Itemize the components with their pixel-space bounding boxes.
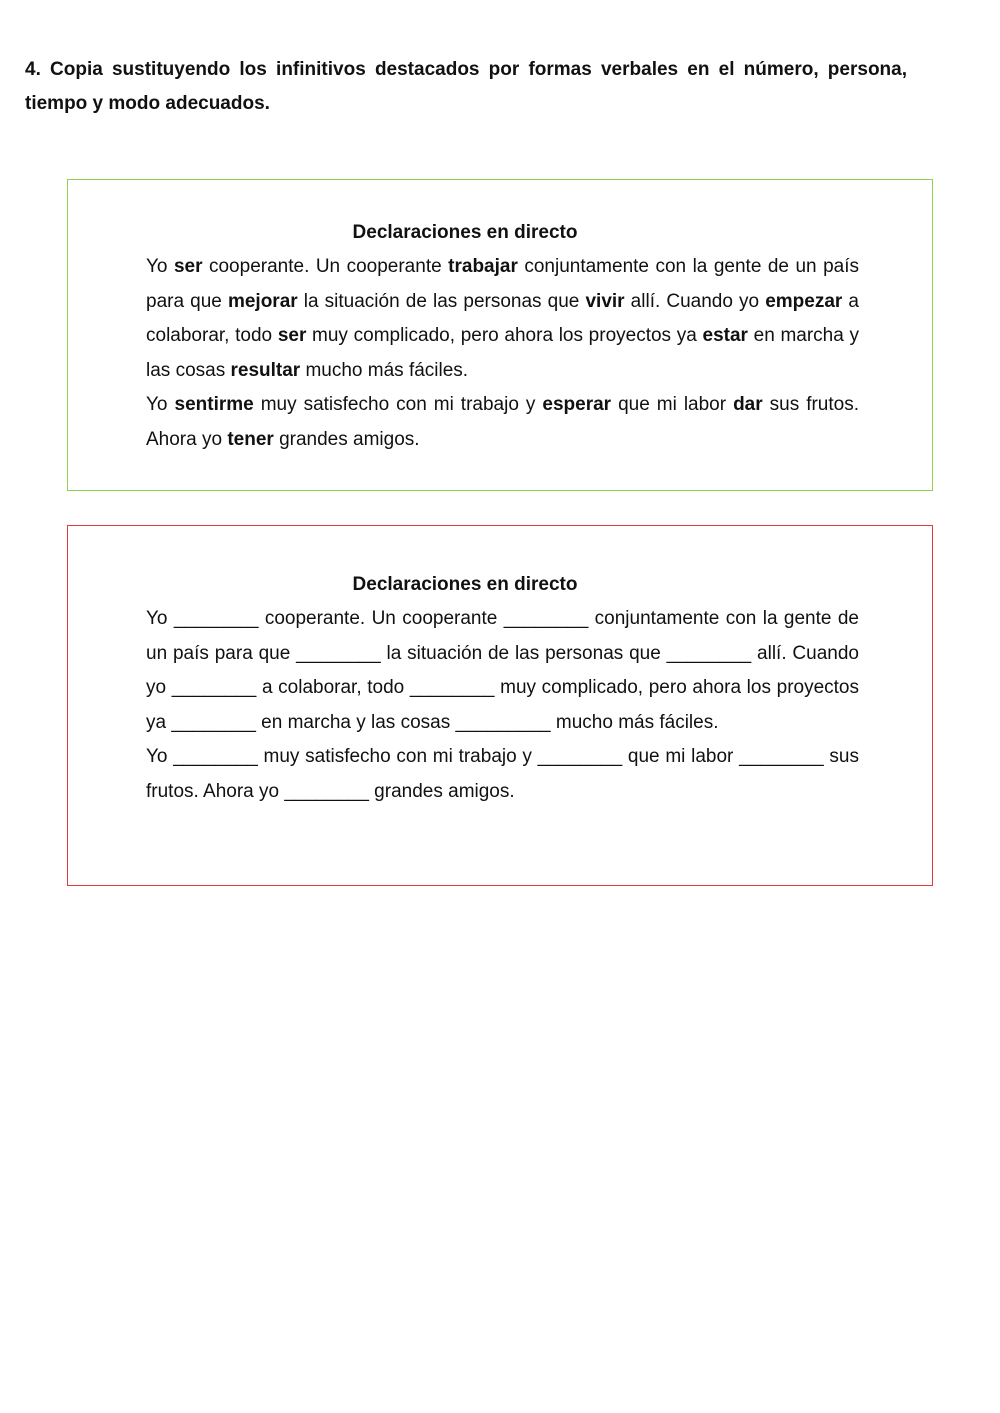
infinitive-mejorar: mejorar [227, 290, 298, 312]
text-segment: allí. Cuando yo [146, 642, 859, 699]
infinitive-empezar: empezar [765, 290, 843, 312]
answer-blank-8[interactable]: _________ [455, 711, 551, 733]
answer-blank-1[interactable]: ________ [173, 608, 259, 629]
text-segment: muy satisfecho con mi trabajo y [253, 394, 543, 416]
text-segment: conjuntamente con la gente de un país para que [146, 608, 859, 664]
text-segment: que mi labor [622, 746, 740, 768]
exercise-paragraph-2 [146, 740, 859, 809]
text-segment: sus frutos. Ahora yo [146, 746, 859, 802]
text-segment: allí. Cuando yo [624, 290, 766, 312]
infinitive-sentirme: sentirme [174, 394, 254, 416]
exercise-box-title: Declaraciones en directo [352, 574, 578, 595]
text-segment: la situación de las personas que [380, 642, 667, 664]
original-box-title: Declaraciones en directo [352, 222, 578, 243]
exercise-box-text [146, 602, 859, 810]
text-segment: la situación de las personas que [297, 290, 586, 312]
infinitive-tener: tener [227, 428, 274, 450]
text-segment: cooperante. Un cooperante [202, 256, 449, 277]
infinitive-estar: estar [702, 325, 748, 347]
original-text-box [67, 179, 933, 491]
text-segment: muy complicado, pero ahora los proyectos ya [146, 677, 859, 733]
infinitive-ser-2: ser [277, 325, 307, 347]
infinitive-vivir: vivir [585, 290, 625, 312]
answer-blank-12[interactable]: ________ [284, 780, 369, 802]
original-box-text [146, 250, 859, 458]
exercise-text-box [67, 525, 933, 886]
text-segment: Yo [146, 256, 174, 277]
infinitive-esperar: esperar [542, 394, 612, 416]
answer-blank-7[interactable]: ________ [171, 711, 256, 733]
text-segment: en marcha y las cosas [146, 325, 860, 381]
text-segment: sus frutos. Ahora yo [146, 394, 859, 450]
text-segment: mucho más fáciles. [300, 359, 469, 381]
answer-blank-9[interactable]: ________ [173, 746, 258, 768]
answer-blank-10[interactable]: ________ [537, 746, 623, 768]
infinitive-trabajar: trabajar [448, 256, 518, 277]
text-segment: mucho más fáciles. [550, 711, 719, 733]
original-paragraph-2 [146, 388, 859, 457]
answer-blank-3[interactable]: ________ [296, 642, 381, 664]
text-segment: a colaborar, todo [256, 677, 410, 699]
text-segment: en marcha y las cosas [255, 711, 456, 733]
text-segment: grandes amigos. [368, 780, 515, 802]
original-paragraph-1 [146, 250, 859, 388]
text-segment: muy complicado, pero ahora los proyectos ya [306, 325, 703, 347]
answer-blank-11[interactable]: ________ [739, 746, 824, 768]
answer-blank-4[interactable]: ________ [666, 642, 752, 664]
answer-blank-2[interactable]: ________ [503, 608, 589, 629]
infinitive-dar: dar [733, 394, 763, 416]
text-segment: muy satisfecho con mi trabajo y [257, 746, 538, 768]
answer-blank-6[interactable]: ________ [409, 677, 495, 699]
text-segment: conjuntamente con la gente de un país para que [146, 256, 859, 312]
infinitive-resultar: resultar [230, 359, 301, 381]
text-segment: Yo [146, 394, 175, 416]
infinitive-ser: ser [173, 256, 203, 277]
text-segment: Yo [146, 608, 174, 629]
answer-blank-5[interactable]: ________ [171, 677, 257, 699]
text-segment: a colaborar, todo [146, 290, 859, 347]
text-segment: Yo [146, 746, 174, 768]
text-segment: que mi labor [611, 394, 734, 416]
text-segment: grandes amigos. [273, 428, 420, 450]
exercise-instruction: 4. Copia sustituyendo los infinitivos destacados por formas verbales en el número, persona, tiempo y modo adecuados. [25, 59, 907, 114]
exercise-paragraph-1 [146, 602, 859, 740]
text-segment: cooperante. Un cooperante [258, 608, 504, 629]
